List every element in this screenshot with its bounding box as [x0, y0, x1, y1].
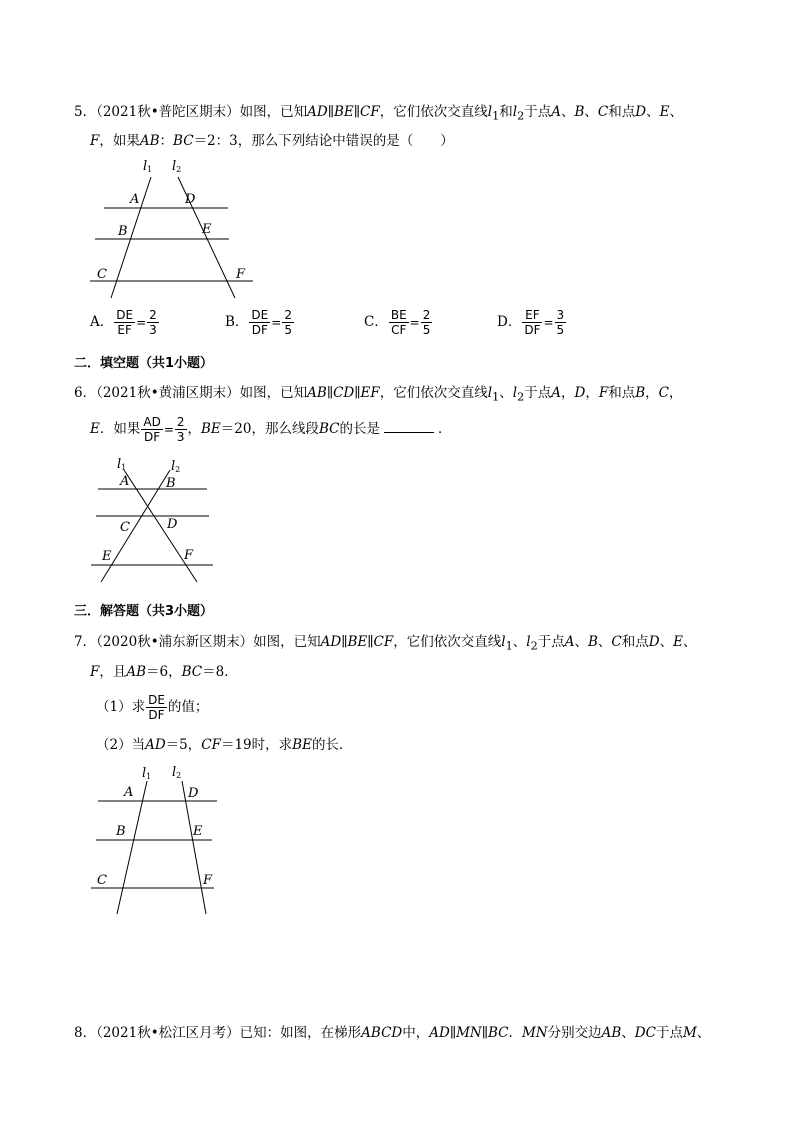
svg-text:C: C [97, 873, 107, 888]
q5-option-b[interactable]: B． $\frac{DE}{DF}$ = $\frac{2}{5}$ [225, 308, 292, 337]
svg-text:C: C [120, 520, 130, 535]
svg-text:l1: l1 [117, 457, 127, 472]
q7-line-2: F，且AB＝6，BC＝8． [90, 664, 238, 680]
q8-line-1: 8．（2021秋•松江区月考）已知：如图，在梯形ABCD中，AD∥MN∥BC．MN分别交边AB、DC于点M、 [74, 1025, 711, 1041]
svg-text:B: B [166, 476, 176, 491]
svg-text:F: F [203, 873, 213, 888]
svg-text:A: A [124, 785, 134, 800]
section-heading-fill-in: 二．填空题（共1小题） [74, 356, 214, 371]
section-heading-solve: 三．解答题（共3小题） [74, 604, 214, 619]
q6-line-2: E．如果 $\frac{AD}{DF}$ = $\frac{2}{3}$ ，BE＝20，那么线段BC的长是 ． [90, 415, 452, 444]
svg-text:A: A [120, 474, 130, 489]
q7-part-2: （2）当AD＝5，CF＝19时，求BE的长． [96, 737, 353, 753]
svg-text:E: E [202, 222, 212, 237]
q5-line-2: F，如果AB：BC＝2：3，那么下列结论中错误的是（ ） [90, 133, 454, 149]
svg-text:F: F [236, 267, 246, 282]
svg-text:B: B [118, 224, 128, 239]
svg-text:C: C [97, 267, 107, 282]
svg-text:l2: l2 [171, 459, 181, 474]
svg-text:A: A [130, 192, 140, 207]
q5-line-1: 5．（2021秋•普陀区期末）如图，已知AD∥BE∥CF，它们依次交直线$l_1$和$l_2$于点A、B、C和点D、E、 [74, 104, 683, 123]
svg-text:B: B [116, 824, 126, 839]
svg-text:l2: l2 [172, 159, 182, 174]
q5-option-a[interactable]: A． $\frac{DE}{EF}$ = $\frac{2}{3}$ [90, 308, 157, 337]
svg-text:l1: l1 [143, 159, 153, 174]
svg-text:l1: l1 [142, 766, 152, 781]
svg-text:D: D [185, 192, 196, 207]
q7-part-1: （1）求 $\frac{DE}{DF}$ 的值； [96, 693, 209, 722]
q5-option-c[interactable]: C． $\frac{BE}{CF}$ = $\frac{2}{5}$ [364, 308, 431, 337]
q6-line-1: 6．（2021秋•黄浦区期末）如图，已知AB∥CD∥EF，它们依次交直线$l_1$、$l_2$于点A，D，F和点B，C， [74, 385, 683, 404]
svg-text:E: E [193, 824, 203, 839]
svg-text:F: F [184, 548, 194, 563]
svg-text:l2: l2 [172, 765, 182, 780]
q7-line-1: 7．（2020秋•浦东新区期末）如图，已知AD∥BE∥CF，它们依次交直线$l_1$、$l_2$于点A、B、C和点D、E、 [74, 634, 697, 653]
svg-text:D: D [167, 517, 178, 532]
svg-text:D: D [188, 786, 199, 801]
q5-option-d[interactable]: D． $\frac{EF}{DF}$ = $\frac{3}{5}$ [497, 308, 565, 337]
svg-text:E: E [102, 549, 112, 564]
